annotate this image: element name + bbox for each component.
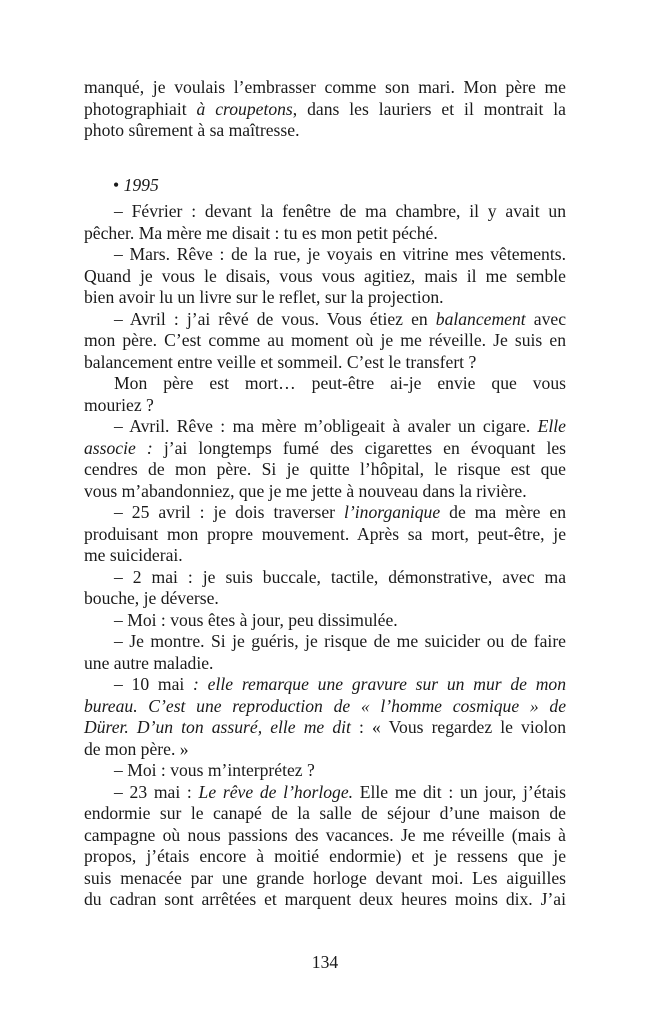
text-line	[84, 825, 566, 847]
text: – 10 mai	[114, 674, 194, 694]
text: du cadran sont arrêtées et marquent deux heures moins dix. J’ai	[84, 889, 566, 909]
text-line	[84, 502, 566, 524]
text-line	[84, 287, 566, 309]
text-line	[84, 653, 566, 675]
text-line	[84, 99, 566, 121]
text: une autre maladie.	[84, 652, 214, 673]
text: Mon père est mort… peut-être ai-je envie que vous	[114, 373, 566, 393]
italic-text: balancement	[435, 308, 526, 329]
paragraph	[84, 674, 566, 760]
page-number: 134	[311, 952, 339, 972]
text-line	[84, 696, 566, 718]
text-line	[84, 352, 566, 374]
text-line	[84, 717, 566, 739]
text-line	[84, 223, 566, 245]
text: j’ai longtemps fumé des cigarettes en évoquant les	[152, 437, 566, 458]
journal-entries	[84, 201, 566, 911]
paragraph	[84, 77, 566, 142]
bullet: •	[113, 175, 120, 195]
italic-text: Dürer. D’un ton assuré, elle me dit	[84, 717, 351, 737]
text: me suiciderai.	[84, 545, 183, 565]
text: cendres de mon père. Si je quitte l’hôpital, le risque est que	[84, 459, 566, 479]
section-heading-1995	[113, 175, 159, 197]
paragraph	[84, 631, 566, 674]
text: – 2 mai : je suis buccale, tactile, démonstrative, avec ma	[114, 566, 566, 587]
paragraph	[84, 782, 566, 911]
text-line	[84, 782, 566, 804]
italic-text: associe :	[84, 437, 153, 458]
text: – 25 avril : je dois traverser	[114, 502, 345, 522]
text-line	[84, 588, 566, 610]
text: campagne où nous passions des vacances. Je me réveille (mais à	[84, 824, 566, 845]
text: , dans les lauriers et il montrait la	[292, 98, 566, 119]
text: bien avoir lu un livre sur le reflet, sur la projection.	[84, 287, 444, 307]
text: – Avril. Rêve : ma mère m’obligeait à avaler un cigare.	[114, 416, 538, 436]
text: produisant mon propre mouvement. Après sa mort, peut-être, je	[84, 523, 566, 544]
text-line	[84, 373, 566, 395]
year-label: 1995	[123, 175, 159, 195]
paragraph	[84, 610, 566, 632]
text-line	[84, 545, 566, 567]
text-line	[84, 631, 566, 653]
paragraph	[84, 309, 566, 374]
italic-text: : elle remarque une gravure sur un mur de mon	[193, 674, 567, 694]
text-line	[84, 889, 566, 911]
text: – Avril : j’ai rêvé de vous. Vous étiez en	[114, 308, 436, 329]
text: photo sûrement à sa maîtresse.	[84, 120, 300, 140]
text: – Moi : vous êtes à jour, peu dissimulée.	[114, 609, 398, 630]
text-line	[84, 739, 566, 761]
text: pêcher. Ma mère me disait : tu es mon petit péché.	[84, 222, 438, 243]
text-line	[84, 77, 566, 99]
text: : « Vous regardez le violon	[350, 717, 566, 737]
text-line	[84, 309, 566, 331]
text: propos, j’étais encore à moitié endormie) et je ressens que je	[84, 846, 566, 866]
italic-text: l’inorganique	[344, 502, 441, 522]
text: – Février : devant la fenêtre de ma chambre, il y avait un	[114, 201, 566, 221]
text-line	[84, 201, 566, 223]
text-line	[84, 846, 566, 868]
text: mon père. C’est comme au moment où je me réveille. Je suis en	[84, 330, 566, 350]
italic-text: Le rêve de l’horloge.	[198, 781, 354, 802]
text: manqué, je voulais l’embrasser comme son mari. Mon père me	[84, 77, 566, 97]
text: Elle me dit : un jour, j’étais	[353, 781, 566, 802]
paragraph	[84, 244, 566, 309]
text-line	[84, 266, 566, 288]
text-line	[84, 610, 566, 632]
text-line	[84, 868, 566, 890]
text: – 23 mai :	[114, 781, 199, 802]
paragraph	[84, 201, 566, 244]
text: vous m’abandonniez, que je me jette à nouveau dans la rivière.	[84, 480, 527, 501]
paragraph-continuation	[84, 77, 566, 142]
text-line	[84, 481, 566, 503]
paragraph	[84, 567, 566, 610]
text: balancement entre veille et sommeil. C’est le transfert ?	[84, 351, 477, 372]
text: Quand je vous le disais, vous vous agitiez, mais il me semble	[84, 265, 566, 286]
text: de ma mère en	[440, 502, 566, 522]
text-line	[84, 416, 566, 438]
paragraph	[84, 416, 566, 502]
text: endormie sur le canapé de la salle de séjour d’une maison de	[84, 803, 566, 823]
italic-text: bureau. C’est une reproduction de « l’homme cosmique » de	[84, 695, 566, 716]
text-line	[84, 330, 566, 352]
text-line	[84, 567, 566, 589]
italic-text: Elle	[537, 416, 566, 436]
text: de mon père. »	[84, 738, 189, 759]
text: – Je montre. Si je guéris, je risque de me suicider ou de faire	[114, 631, 566, 651]
italic-text: à croupetons	[196, 98, 293, 119]
text-line	[84, 760, 566, 782]
text: avec	[525, 308, 567, 329]
text-line	[84, 395, 566, 417]
text: bouche, je déverse.	[84, 588, 219, 608]
text: photographiait	[84, 98, 197, 119]
text: mouriez ?	[84, 394, 154, 415]
text-line	[84, 459, 566, 481]
text: – Mars. Rêve : de la rue, je voyais en vitrine mes vêtements.	[114, 244, 566, 264]
text-line	[84, 674, 566, 696]
text-line	[84, 244, 566, 266]
text: – Moi : vous m’interprétez ?	[114, 760, 315, 780]
text-line	[84, 803, 566, 825]
text: suis menacée par une grande horloge devant moi. Les aiguilles	[84, 867, 566, 888]
paragraph	[84, 760, 566, 782]
paragraph	[84, 502, 566, 567]
text-line	[84, 438, 566, 460]
text-line	[84, 524, 566, 546]
paragraph	[84, 373, 566, 416]
text-line	[84, 120, 566, 142]
